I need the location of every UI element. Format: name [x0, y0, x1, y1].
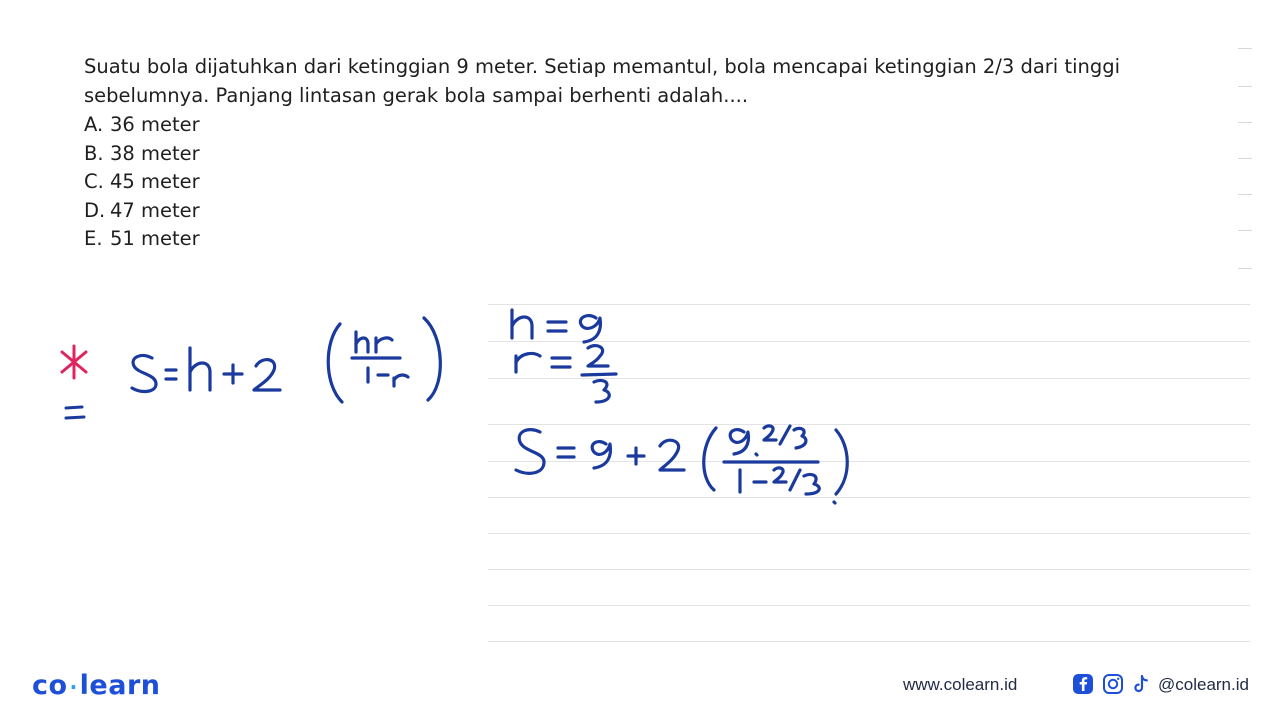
website-link[interactable]: www.colearn.id: [903, 675, 1018, 694]
equals-mark: [66, 407, 84, 418]
option-letter: E.: [84, 227, 103, 250]
asterisk-mark: [62, 346, 86, 378]
colearn-logo[interactable]: [32, 670, 161, 701]
option-text: 36 meter: [110, 113, 200, 136]
logo-dot: ·: [69, 675, 78, 699]
instagram-icon[interactable]: [1102, 673, 1124, 695]
option-letter: A.: [84, 113, 104, 136]
facebook-icon[interactable]: [1072, 673, 1094, 695]
option-letter: B.: [84, 141, 104, 165]
option-text: 38 meter: [110, 141, 200, 165]
logo-text-left: co: [32, 670, 68, 701]
given-h: [512, 310, 600, 342]
tiktok-icon[interactable]: [1130, 673, 1152, 695]
given-r: [516, 346, 616, 402]
option-text: 45 meter: [110, 170, 200, 193]
footer: [0, 660, 1280, 720]
question-text: Suatu bola dijatuhkan dari ketinggian 9 meter. Setiap memantul, bola mencapai ketinggian 2/3 dari tinggi sebelumnya. Panjang lintasan gerak bola sampai berhenti adalah....: [84, 55, 1121, 107]
formula-general: [132, 318, 440, 402]
substitution-step: [516, 426, 847, 503]
logo-text-right: learn: [79, 670, 161, 701]
option-letter: C.: [84, 170, 104, 193]
option-letter: D.: [84, 198, 106, 222]
option-text: 51 meter: [110, 227, 200, 250]
social-handle[interactable]: @colearn.id: [1158, 675, 1249, 694]
option-text: 47 meter: [110, 198, 200, 222]
